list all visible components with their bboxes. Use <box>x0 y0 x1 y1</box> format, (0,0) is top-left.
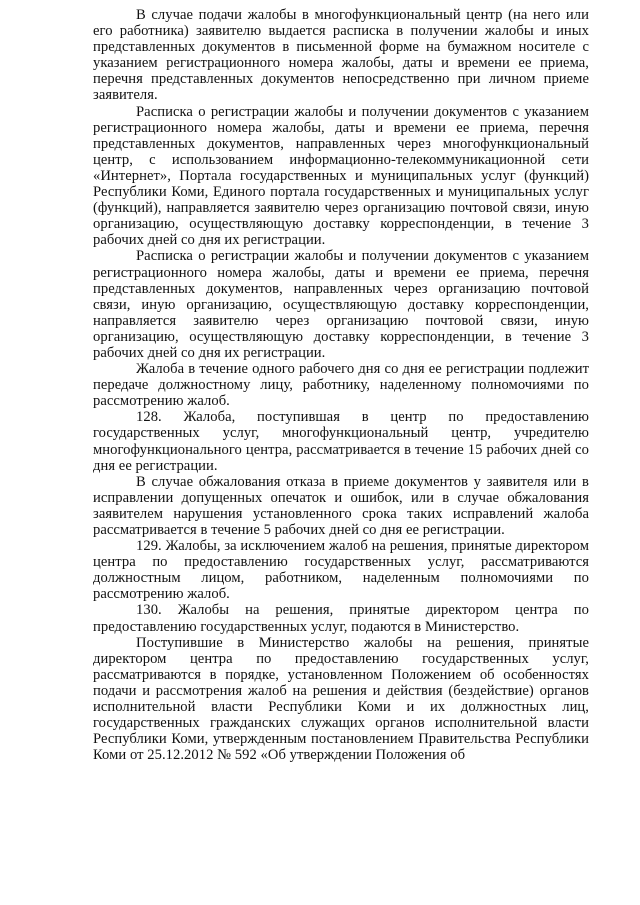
paragraph-refusal-appeal: В случае обжалования отказа в приеме документов у заявителя или в исправлении допущенных опечаток и ошибок, или в случае обжалования заявителем нарушения установленного срока таких исправлений жалоба рассматривается в течение 5 рабочих дней со дня ее регистрации. <box>93 473 589 538</box>
paragraph-ministry: Поступившие в Министерство жалобы на решения, принятые директором центра по предоставлению государственных услуг, рассматриваются в порядке, установленном Положением об особенностях подачи и рассмотрения жалоб на решения и действия (бездействие) органов исполнительной власти Республики Коми и их должностных лиц, государственных гражданских служащих органов исполнительной власти Республики Коми, утвержденным постановлением Правительства Республики Коми от 25.12.2012 № 592 «Об утверждении Положения об <box>93 634 589 764</box>
paragraph-transfer: Жалоба в течение одного рабочего дня со дня ее регистрации подлежит передаче должностному лицу, работнику, наделенному полномочиями по рассмотрению жалоб. <box>93 361 589 410</box>
paragraph-130: 130. Жалобы на решения, принятые директором центра по предоставлению государственных услуг, подаются в Министерство. <box>93 602 589 635</box>
paragraph-receipt-mfc: В случае подачи жалобы в многофункциональный центр (на него или его работника) заявителю выдается расписка в получении жалобы и иных представленных документов в письменной форме на бумажном носителе с указанием регистрационного номера жалобы, даты и времени ее приема, перечня представленных документов непосредственно при личном приеме заявителя. <box>93 7 589 104</box>
paragraph-129: 129. Жалобы, за исключением жалоб на решения, принятые директором центра по предоставлению государственных услуг, рассматриваются должностным лицом, работником, наделенным полномочиями по рассмотрению жалоб. <box>93 538 589 603</box>
paragraph-receipt-postal: Расписка о регистрации жалобы и получении документов с указанием регистрационного номера жалобы, даты и времени ее приема, перечня представленных документов, направленных через организацию почтовой связи, иную организацию, осуществляющую доставку корреспонденции, направляется заявителю через организацию почтовой связи, иную организацию, осуществляющую доставку корреспонденции, в течение 3 рабочих дней со дня их регистрации. <box>93 248 589 361</box>
paragraph-receipt-online: Расписка о регистрации жалобы и получении документов с указанием регистрационного номера жалобы, даты и времени ее приема, перечня представленных документов, направленных через многофункциональный центр, с использованием информационно-телекоммуникационной сети «Интернет», Портала государственных и муниципальных услуг (функций) Республики Коми, Единого портала государственных и муниципальных услуг (функций), направляется заявителю через организацию почтовой связи, иную организацию, осуществляющую доставку корреспонденции, в течение 3 рабочих дней со дня их регистрации. <box>93 103 589 249</box>
document-body <box>93 7 589 763</box>
paragraph-128: 128. Жалоба, поступившая в центр по предоставлению государственных услуг, многофункциональный центр, учредителю многофункционального центра, рассматривается в течение 15 рабочих дней со дня ее регистрации. <box>93 409 589 474</box>
